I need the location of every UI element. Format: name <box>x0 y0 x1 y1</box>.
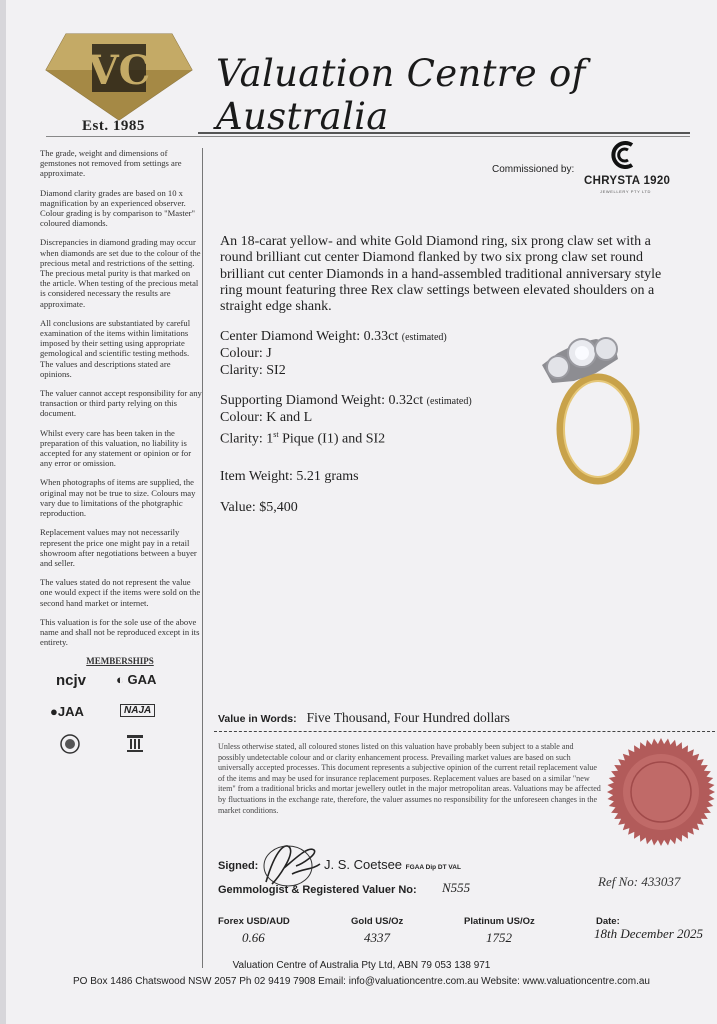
terms-paragraph: The grade, weight and dimensions of gemstones not removed from settings are approximate. <box>40 148 182 179</box>
gaa-logo-text: GAA <box>127 672 157 688</box>
date-label: Date: <box>596 916 620 927</box>
gemmologist-label: Gemmologist & Registered Valuer No: <box>218 884 417 896</box>
commissioner-name: CHRYSTA 1920 <box>584 175 671 187</box>
item-weight: Item Weight: 5.21 grams <box>220 469 359 484</box>
supporting-diamond-section <box>220 393 472 448</box>
established-year: Est. 1985 <box>82 118 145 134</box>
item-value: Value: $5,400 <box>220 500 298 515</box>
terms-paragraph: The values stated do not represent the value one would expect if the items were sold on the second hand market or internet. <box>40 577 201 608</box>
membership-logos <box>40 670 200 780</box>
value-words-text: Five Thousand, Four Hundred dollars <box>306 710 510 725</box>
footer-contact-line: PO Box 1486 Chatswood NSW 2057 Ph 02 9419 7908 Email: info@valuationcentre.com.au Website: www.valuationcentre.com.au <box>73 976 650 987</box>
center-diamond-weight <box>220 329 447 346</box>
supporting-colour: Colour: K and L <box>220 410 313 426</box>
commissioned-by-label: Commissioned by: <box>492 164 575 175</box>
ncjv-logo: ncjv <box>56 672 87 690</box>
valuer-number: N555 <box>442 880 471 895</box>
value-words-label: Value in Words: <box>218 713 297 725</box>
supporting-clarity <box>220 427 472 448</box>
gaa-logo: ◐ GAA <box>116 672 157 688</box>
terms-sidebar <box>40 148 203 968</box>
header-rule <box>198 132 690 134</box>
supporting-estimated: (estimated) <box>426 396 472 407</box>
seal-badge-icon <box>60 734 80 754</box>
signer-qualifications: FGAA Dip DT VAL <box>405 864 461 871</box>
gold-value: 4337 <box>364 930 390 945</box>
platinum-label: Platinum US/Oz <box>464 916 535 927</box>
terms-paragraph: Discrepancies in diamond grading may occur when diamonds are set due to the colour of the precious metal and restrictions of the setting. The precious metal purity is that marked on the article. When testing of the precious metal is considered necessary the results are approximate. <box>40 237 201 309</box>
valuation-certificate <box>6 0 717 1024</box>
valuation-centre-logo <box>44 30 194 122</box>
chrysta-c-icon <box>606 138 640 172</box>
center-diamond-section <box>220 329 447 379</box>
header-rule-thin <box>46 136 690 137</box>
terms-paragraph: Replacement values may not necessarily represent the price one might pay in a retail showroom after negotiations between a buyer and seller. <box>40 527 197 568</box>
footer-company-line: Valuation Centre of Australia Pty Ltd, ABN 79 053 138 971 <box>232 960 491 971</box>
signer-name: J. S. Coetsee <box>324 857 403 872</box>
naja-logo: NAJA <box>120 704 155 717</box>
handwritten-signature <box>256 838 326 890</box>
clarity-sup: st <box>273 429 279 439</box>
terms-paragraph: Diamond clarity grades are based on 10 x magnification by an experienced observer. Colour grading is by comparison to "Master" coloured diamonds. <box>40 187 195 229</box>
center-colour: Colour: J <box>220 346 272 362</box>
clarity-suffix: Pique (I1) and SI2 <box>278 431 386 447</box>
column-badge-icon <box>124 732 146 754</box>
terms-paragraph: All conclusions are substantiated by careful examination of the items within limitations imposed by their setting using appropriate gemological and scientific testing methods. The values and descriptions stated are opinions. <box>40 317 191 379</box>
center-clarity: Clarity: SI2 <box>220 362 286 378</box>
jaa-logo: ●JAA <box>50 704 84 720</box>
terms-paragraph: When photographs of items are supplied, the original may not be true to size. Colours may vary due to limitations of the photgraphic reproduction. <box>40 477 196 519</box>
logo-letters: VC <box>87 47 151 94</box>
terms-paragraph: Whilst every care has been taken in the preparation of this valuation, no liability is accepted for any statement or opinion or for any error or omission. <box>40 427 192 469</box>
forex-value: 0.66 <box>242 930 265 945</box>
center-estimated: (estimated) <box>401 332 447 343</box>
signed-label: Signed: <box>218 860 259 872</box>
supporting-weight-text: Supporting Diamond Weight: 0.32ct <box>220 393 424 408</box>
jaa-logo-text: JAA <box>57 704 84 720</box>
platinum-value: 1752 <box>486 930 512 945</box>
reference-number: Ref No: 433037 <box>598 874 681 889</box>
company-title: Valuation Centre of Australia <box>216 52 586 138</box>
clarity-prefix: Clarity: 1 <box>220 431 274 447</box>
ring-photo <box>534 325 646 487</box>
supporting-diamond-weight <box>220 393 472 410</box>
memberships-title: MEMBERSHIPS <box>86 656 154 667</box>
red-seal-stamp <box>606 737 716 847</box>
commissioner-subtitle: JEWELLERY PTY LTD <box>600 189 652 194</box>
dashed-divider <box>214 731 717 732</box>
value-in-words <box>218 709 510 727</box>
signer <box>324 857 461 872</box>
date-value: 18th December 2025 <box>594 926 704 941</box>
gold-label: Gold US/Oz <box>351 916 404 927</box>
center-weight-text: Center Diamond Weight: 0.33ct <box>220 329 399 344</box>
item-description: An 18-carat yellow- and white Gold Diamond ring, six prong claw set with a round brilliant cut center Diamond flanked by two six prong claw set round brilliant cut center Diamonds in a hand-assembled traditional anniversary style ring mount featuring three Rex claw settings between elevated shoulders on a straight edge shank. <box>220 234 662 315</box>
disclaimer-text: Unless otherwise stated, all coloured stones listed on this valuation have probably been subject to a stable and possibly undetectable colour and or clarity enhancement process. Prevailing market values are based on such universally accepted processes. This document represents a subjective opinion of the current retail replacement value of the items and may be used for insurance replacement purposes. Replacement values are based on a similar "new item" from a traditional bricks and mortar jewellery outlet in the major metropolitan areas. Valuations may be affected by fluctuations in the exchange rate, therefore, the valuer assumes no responsibility for the unforeseen changes in the market conditions. <box>218 742 601 815</box>
terms-paragraph: This valuation is for the sole use of the above name and shall not be reproduced except in its entirety. <box>40 616 200 648</box>
forex-label: Forex USD/AUD <box>218 916 290 927</box>
terms-paragraph: The valuer cannot accept responsibility for any transaction or third party relying on this document. <box>40 388 202 419</box>
